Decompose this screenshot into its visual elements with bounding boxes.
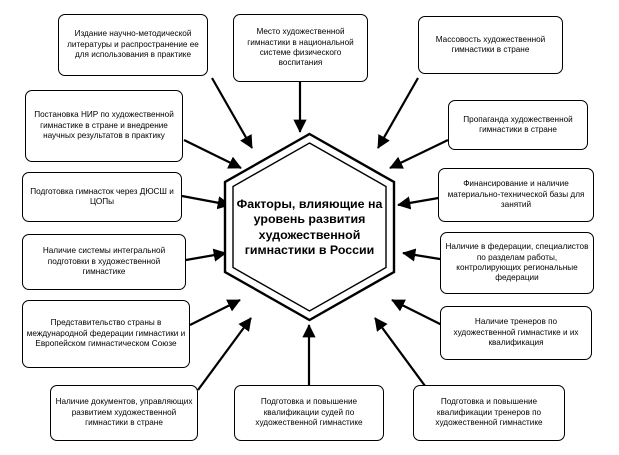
factor-node-8-label: Наличие системы интегральной подготовки в художественной гимнастике bbox=[42, 246, 166, 277]
factor-node-12-label: Наличие документов, управляющих развитием художественной гимнастики в стране bbox=[55, 397, 193, 428]
factor-node-9[interactable] bbox=[440, 232, 594, 294]
factor-node-11[interactable] bbox=[440, 306, 592, 360]
factor-node-5-label: Пропаганда художественной гимнастики в стране bbox=[463, 114, 573, 134]
factor-node-12[interactable] bbox=[50, 385, 198, 441]
factor-node-14-label: Подготовка и повышение квалификации тренеров по художественной гимнастике bbox=[435, 397, 543, 428]
factor-node-9-label: Наличие в федерации, специалистов по разделам работы, контролирующих региональные федерации bbox=[445, 242, 589, 283]
factor-node-11-label: Наличие тренеров по художественной гимнастике и их квалификация bbox=[453, 317, 579, 348]
factor-node-10[interactable] bbox=[22, 300, 190, 368]
factor-node-2-label: Место художественной гимнастики в национальной системе физического воспитания bbox=[247, 27, 354, 68]
center-hexagon-shape bbox=[222, 132, 397, 322]
factor-node-5[interactable] bbox=[448, 100, 588, 150]
factor-node-2[interactable] bbox=[233, 14, 368, 82]
factor-node-6-label: Подготовка гимнасток через ДЮСШ и ЦОПы bbox=[30, 186, 174, 206]
factor-node-7[interactable] bbox=[438, 168, 594, 222]
factor-node-14[interactable] bbox=[413, 385, 565, 441]
factor-node-6[interactable] bbox=[22, 172, 182, 222]
factor-node-10-label: Представительство страны в международной федерации гимнастики и Европейском гимнастическом Союзе bbox=[26, 318, 186, 349]
factor-node-3[interactable] bbox=[418, 16, 563, 74]
factor-node-13-label: Подготовка и повышение квалификации судей по художественной гимнастике bbox=[255, 397, 363, 428]
center-label: Факторы, влияющие на уровень развития художественной гимнастики в России bbox=[236, 197, 383, 257]
factor-node-4[interactable] bbox=[25, 90, 183, 162]
factor-node-13[interactable] bbox=[234, 385, 384, 441]
factor-node-7-label: Финансирование и наличие материально-технической базы для занятий bbox=[447, 179, 585, 210]
factor-node-8[interactable] bbox=[22, 234, 186, 290]
factor-node-4-label: Постановка НИР по художественной гимнастике в стране и внедрение научных результатов в практику bbox=[34, 110, 174, 141]
factor-node-1-label: Издание научно-методической литературы и распространение ее для использования в практике bbox=[67, 29, 199, 60]
factor-node-1[interactable] bbox=[58, 14, 208, 76]
factor-node-3-label: Массовость художественной гимнастики в стране bbox=[435, 34, 546, 54]
